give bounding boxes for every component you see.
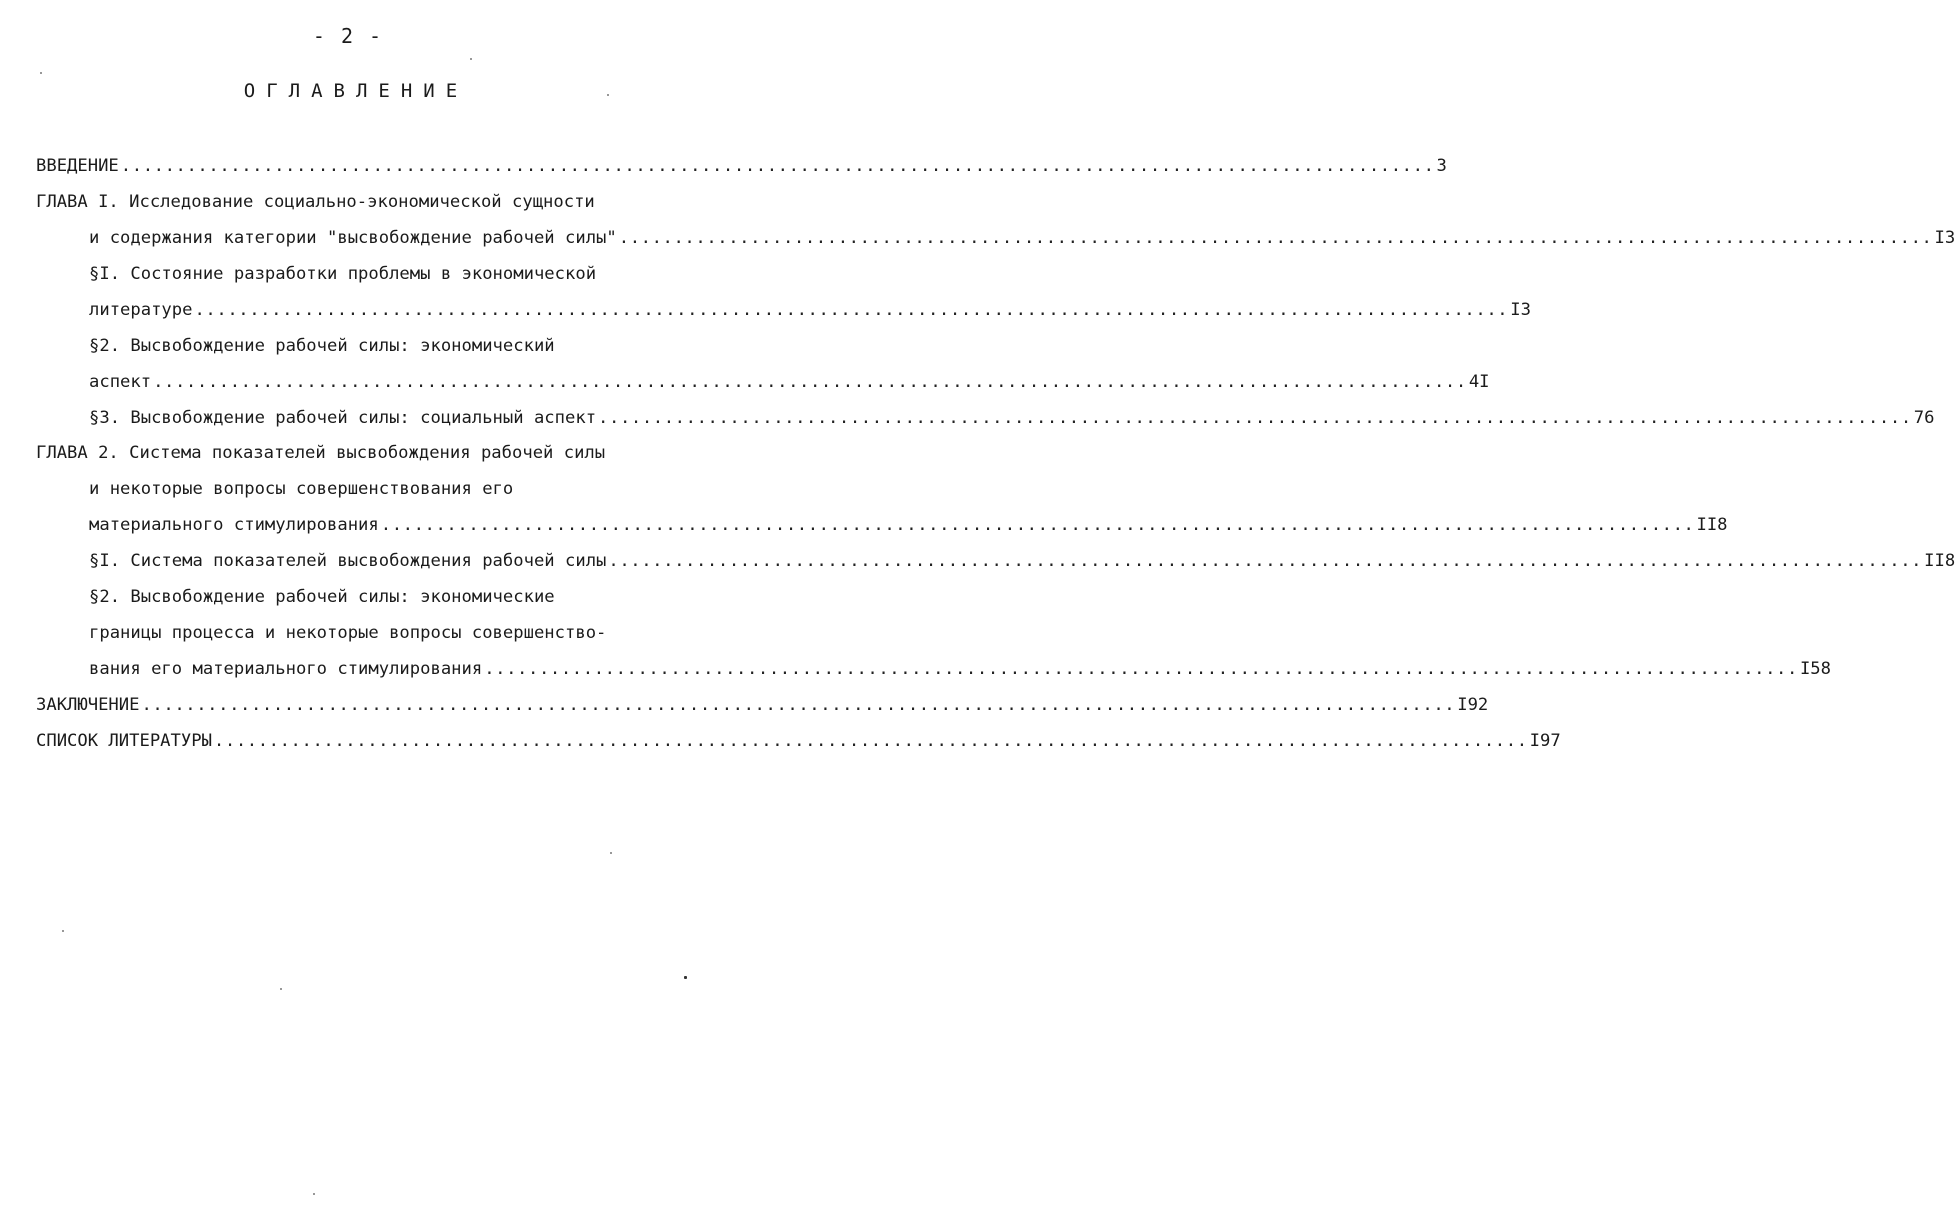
toc-entry-section-2-1[interactable] [89,547,1955,575]
toc-entry-title: и содержания категории "высвобождение рабочей силы" [89,228,617,248]
toc-chapter-2-line-1: ГЛАВА 2. Система показателей высвобождения рабочей силы [36,443,606,463]
scan-speck [610,852,612,854]
dot-leader: ........................................................................................................................ [194,300,1509,320]
toc-page-number: I3 [1934,228,1955,248]
toc-page-number: I92 [1457,695,1489,715]
toc-entry-references[interactable] [36,727,1561,755]
scan-speck [684,976,687,979]
toc-page-number: 4I [1468,372,1490,392]
toc-page-number: 76 [1913,408,1935,428]
scan-speck [470,58,472,60]
page-title: ОГЛАВЛЕНИЕ [243,80,469,102]
toc-entry-title: материального стимулирования [89,515,379,535]
toc-entry-section-1-1[interactable] [89,296,1531,324]
toc-entry-chapter-1[interactable] [89,224,1955,252]
dot-leader: ........................................................................................................................ [153,372,1467,392]
toc-page-number: II8 [1924,551,1955,571]
toc-chapter-1-line-1: ГЛАВА I. Исследование социально-экономической сущности [36,192,595,212]
toc-entry-section-1-2[interactable] [89,368,1490,396]
dot-leader: ........................................................................................................................ [484,659,1798,679]
dot-leader: ........................................................................................................................ [618,228,1933,248]
dot-leader: ........................................................................................................................ [120,156,1435,176]
dot-leader: ........................................................................................................................ [141,695,1456,715]
dot-leader: ........................................................................................................................ [380,515,1695,535]
scan-speck [313,1193,315,1195]
toc-entry-section-2-2[interactable] [89,655,1831,683]
toc-chapter-2-line-2: и некоторые вопросы совершенствования его [89,479,514,499]
toc-section-2-2-line-1: §2. Высвобождение рабочей силы: экономические [89,587,555,607]
dot-leader: ........................................................................................................................ [598,408,1912,428]
toc-entry-title: СПИСОК ЛИТЕРАТУРЫ [36,731,212,751]
toc-entry-conclusion[interactable] [36,691,1489,719]
toc-page-number: I97 [1529,731,1561,751]
toc-page-number: I3 [1510,300,1531,320]
toc-section-1-2-line-1: §2. Высвобождение рабочей силы: экономический [89,336,555,356]
toc-entry-title: вания его материального стимулирования [89,659,483,679]
toc-entry-title: ЗАКЛЮЧЕНИЕ [36,695,140,715]
scan-speck [62,930,64,932]
page-number: - 2 - [312,24,384,48]
toc-page-number: II8 [1696,515,1728,535]
toc-section-2-2-line-2: границы процесса и некоторые вопросы совершенство- [89,623,607,643]
toc-section-1-1-line-1: §I. Состояние разработки проблемы в экономической [89,264,597,284]
dot-leader: ........................................................................................................................ [608,551,1923,571]
toc-entry-chapter-2[interactable] [89,511,1728,539]
dot-leader: ........................................................................................................................ [213,731,1528,751]
toc-entry-title: §I. Система показателей высвобождения рабочей силы [89,551,607,571]
scan-speck [607,94,609,96]
toc-entry-title: ВВЕДЕНИЕ [36,156,119,176]
toc-entry-title: литературе [89,300,193,320]
toc-entry-section-1-3[interactable] [89,404,1935,432]
scan-speck [40,72,42,74]
toc-entry-title: аспект [89,372,152,392]
toc-page-number: I58 [1799,659,1831,679]
scan-speck [280,988,282,990]
toc-entry-title: §3. Высвобождение рабочей силы: социальный аспект [89,408,597,428]
toc-page-number: 3 [1436,156,1447,176]
toc-entry-intro[interactable] [36,152,1447,180]
